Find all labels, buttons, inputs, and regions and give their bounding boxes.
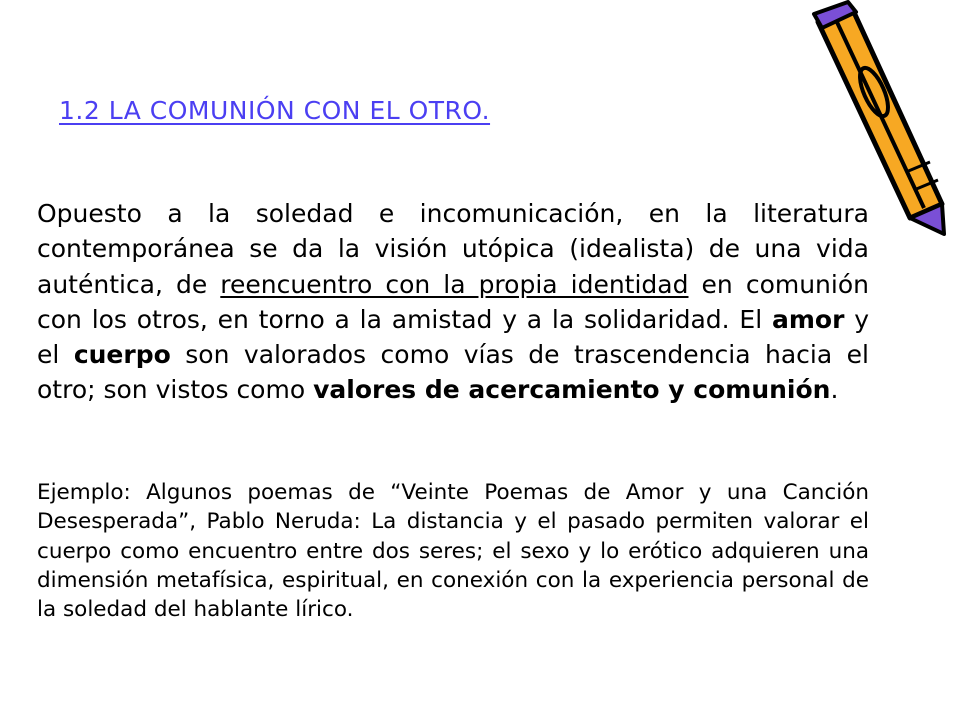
pencil-icon [806,0,960,236]
slide-title: 1.2 LA COMUNIÓN CON EL OTRO. [59,96,491,125]
text-segment: en comunión con los otros, en torno a la amistad y a la solidaridad. El [37,269,869,334]
underlined-phrase: reencuentro con la propia identidad [220,269,689,299]
example-end: . [346,597,354,623]
bold-cuerpo: cuerpo [73,340,171,370]
example-paragraph [37,478,869,624]
text-segment: son valorados como vías de trascendencia hacia el otro; son vistos como [37,340,869,405]
bold-valores: valores de acercamiento y comunión [313,375,831,405]
text-segment: Opuesto a la soledad e incomunicación, en la literatura contemporánea se da la visión utópica (idealista) de una vida auténtica, de [37,199,869,299]
bold-amor: amor [771,304,845,334]
text-segment: y el [37,304,870,370]
main-paragraph [37,196,869,408]
example-text: Ejemplo: Algunos poemas de “Veinte Poemas de Amor y una Canción Desesperada”, Pablo Neruda: La distancia y el pasado permiten valorar el cuerpo como encuentro entre dos seres; el sexo y lo erótico adquieren una dimensión metafísica, espiritual, en conexión con la experiencia personal de la soledad del hablante lírico [37,480,869,623]
text-segment: . [830,375,839,405]
